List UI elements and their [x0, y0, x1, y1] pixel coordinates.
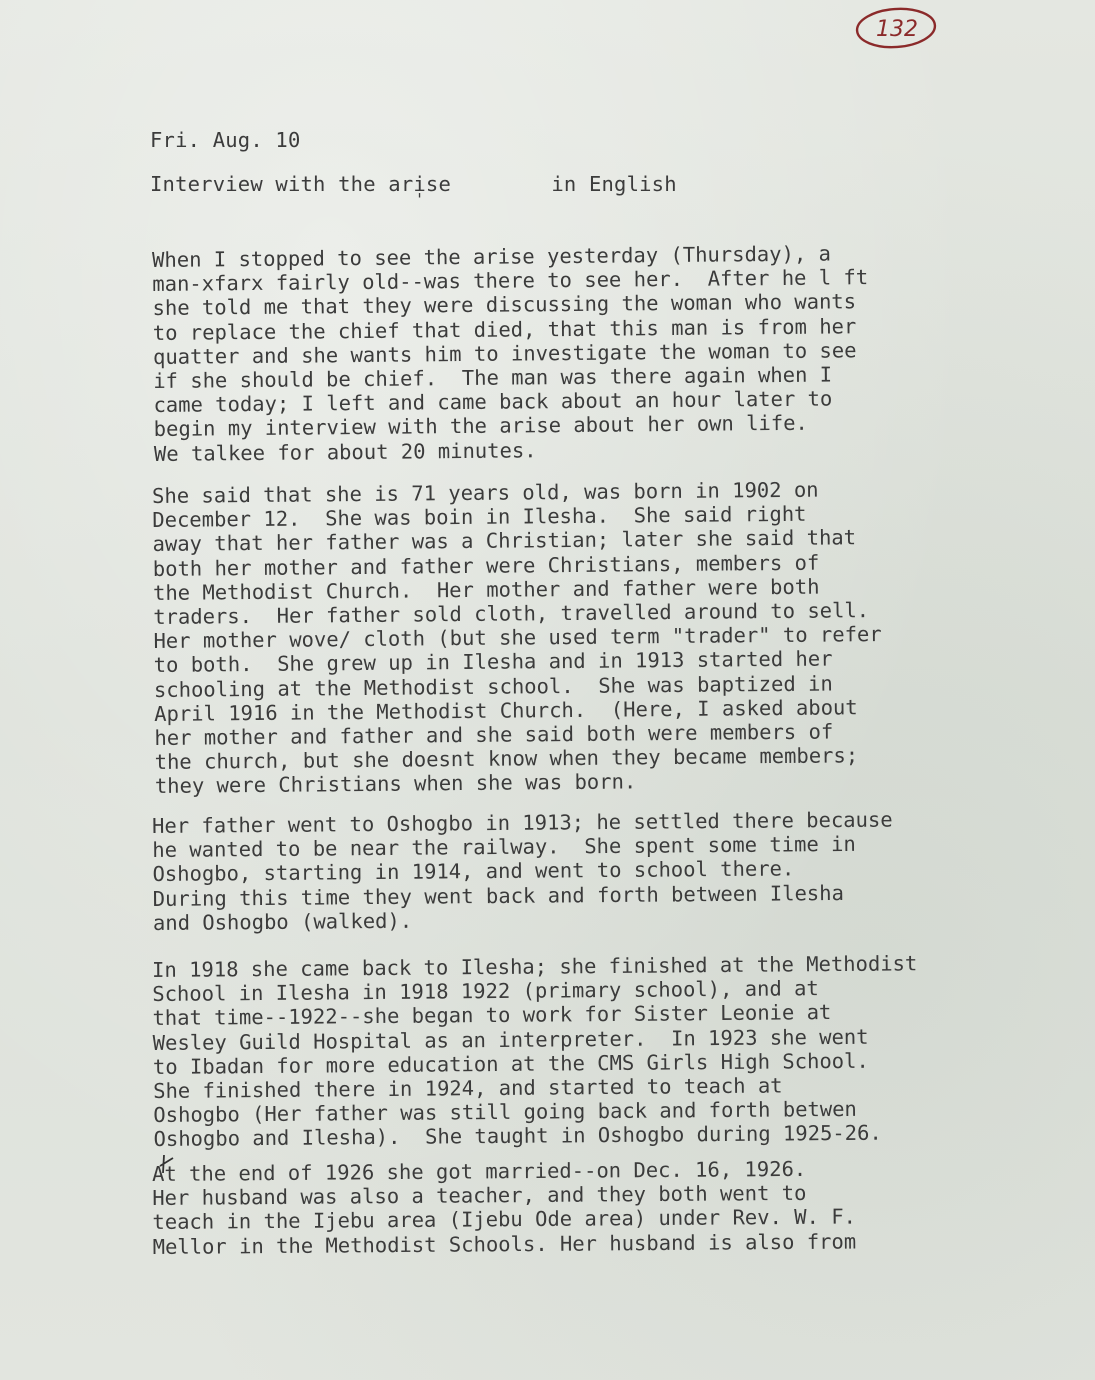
text-line: and Oshogbo (walked). [152, 908, 413, 935]
text-line: they were Christians when she was born. [154, 769, 637, 799]
text-line: April 1916 in the Methodist Church. (Here, I asked about [154, 695, 858, 726]
text-line: schooling at the Methodist school. She was baptized in [153, 671, 833, 702]
text-line: In 1918 she came back to Ilesha; she finished at the Methodist [152, 951, 918, 982]
text-line: Wesley Guild Hospital as an interpreter. In 1923 she went [152, 1024, 869, 1055]
text-line: to replace the chief that died, that this man is from her [152, 313, 857, 345]
text-line: came today; I left and came back about an hour later to [153, 386, 833, 418]
text-line: the church, but she doesnt know when they became members; [154, 743, 859, 775]
text-line: teach in the Ijebu area (Ijebu Ode area) under Rev. W. F. [152, 1204, 857, 1235]
text-line: man-xfarx fairly old--was there to see her. After he l ft [152, 265, 869, 297]
text-line: the Methodist Church. Her mother and father were both [152, 574, 820, 605]
interview-heading: Interview with the ari̩se in English [150, 172, 677, 196]
circled-page-number-icon [854, 4, 938, 52]
paragraph-2 [152, 477, 883, 799]
page-number-circle [854, 4, 938, 52]
text-line: At the end of 1926 she got married--on Dec. 16, 1926. [152, 1156, 807, 1186]
text-line: During this time they went back and forth between Ilesha [152, 880, 844, 911]
text-line: Her father went to Oshogbo in 1913; he settled there because [152, 807, 893, 838]
text-line: both her mother and father were Christians, members of [152, 550, 820, 581]
text-line: traders. Her father sold cloth, travelled around to sell. [153, 598, 870, 630]
text-line: she told me that they were discussing the woman who wants [152, 289, 857, 321]
text-line: quatter and she wants him to investigate the woman to see [152, 338, 857, 369]
text-line: her mother and father and she said both were members of [154, 719, 834, 751]
text-line: Oshogbo, starting in 1914, and went to school there. [152, 856, 795, 887]
text-line: to both. She grew up in Ilesha and in 1913 started her [153, 646, 833, 678]
page-number: 132 [876, 17, 918, 42]
text-line: Oshogbo (Her father was still going back and forth betwen [153, 1097, 857, 1128]
text-line: She said that she is 71 years old, was born in 1902 on [152, 477, 819, 508]
text-line: Mellor in the Methodist Schools. Her husband is also from [152, 1229, 857, 1259]
text-line: away that her father was a Christian; later she said that [152, 525, 857, 557]
text-line: She finished there in 1924, and started to teach at [153, 1073, 783, 1104]
text-line: Oshogbo and Ilesha). She taught in Oshogbo during 1925-26. [153, 1121, 882, 1152]
paragraph-5 [152, 1156, 856, 1258]
text-line: Her mother wove/ cloth (but she used term "trader" to refer [153, 622, 882, 654]
text-line: that time--1922--she began to work for Sister Leonie at [152, 1000, 832, 1031]
paragraph-3 [152, 808, 894, 935]
text-line: if she should be chief. The man was there again when I [153, 362, 833, 394]
paragraph-1 [152, 241, 870, 466]
text-line: to Ibadan for more education at the CMS Girls High School. [152, 1048, 869, 1079]
text-line: When I stopped to see the arise yesterday (Thursday), a [152, 241, 832, 272]
text-line: We talkee for about 20 minutes. [153, 437, 537, 466]
text-line: he wanted to be near the railway. She spent some time in [152, 832, 856, 863]
text-line: December 12. She was boin in Ilesha. She said right [152, 501, 807, 533]
text-line: Her husband was also a teacher, and they both went to [152, 1181, 807, 1211]
date-line: Fri. Aug. 10 [150, 128, 301, 152]
paragraph-4 [152, 951, 919, 1151]
text-line: begin my interview with the arise about her own life. [153, 411, 808, 442]
text-line: School in Ilesha in 1918 1922 (primary school), and at [152, 976, 819, 1007]
